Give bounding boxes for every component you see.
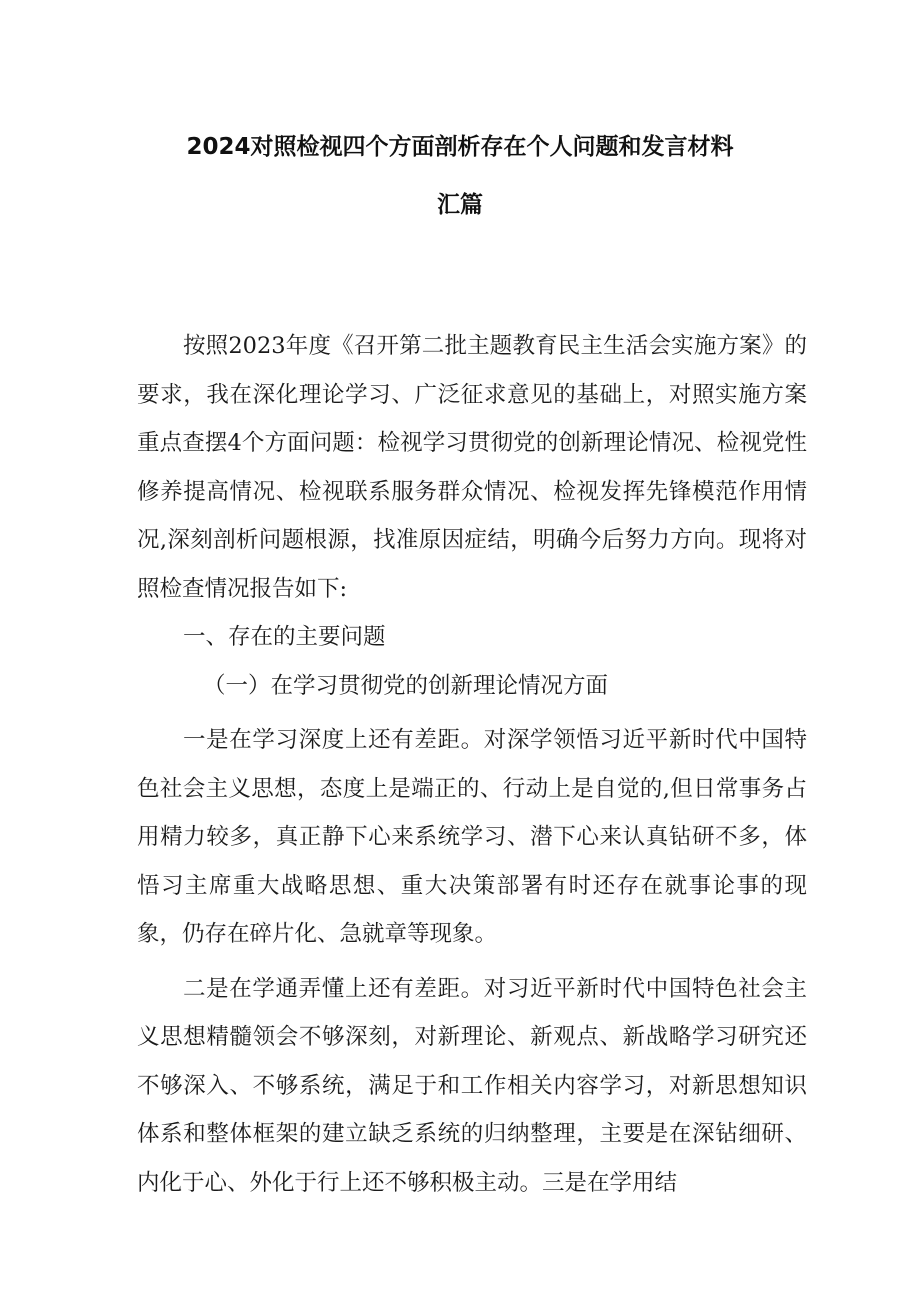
section-heading: 一、存在的主要问题 [183, 624, 386, 650]
document-body [137, 322, 807, 1207]
body-paragraph: 一是在学习深度上还有差距。对深学领悟习近平新时代中国特色社会主义思想，态度上是端正的、行动上是自觉的,但日常事务占用精力较多，真正静下心来系统学习、潜下心来认真钻研不多，体悟习主席重大战略思想、重大决策部署有时还存在就事论事的现象，仍存在碎片化、急就章等现象。 [137, 727, 807, 947]
document-title-line-1: 2024对照检视四个方面剖析存在个人问题和发言材料 [186, 134, 734, 160]
subsection-heading: （一）在学习贯彻党的创新理论情况方面 [203, 672, 609, 699]
intro-paragraph: 按照2023年度《召开第二批主题教育民主生活会实施方案》的要求，我在深化理论学习、广泛征求意见的基础上，对照实施方案重点查摆4个方面问题：检视学习贯彻党的创新理论情况、检视党性修养提高情况、检视联系服务群众情况、检视发挥先锋模范作用情况,深刻剖析问题根源，找准原因症结，明确今后努力方向。现将对照检查情况报告如下: [137, 333, 807, 602]
body-paragraph: 二是在学通弄懂上还有差距。对习近平新时代中国特色社会主义思想精髓领会不够深刻，对新理论、新观点、新战略学习研究还不够深入、不够系统，满足于和工作相关内容学习，对新思想知识体系和整体框架的建立缺乏系统的归纳整理，主要是在深钻细研、内化于心、外化于行上还不够积极主动。三是在学用结 [137, 975, 807, 1196]
document-title-line-2: 汇篇 [437, 192, 483, 218]
